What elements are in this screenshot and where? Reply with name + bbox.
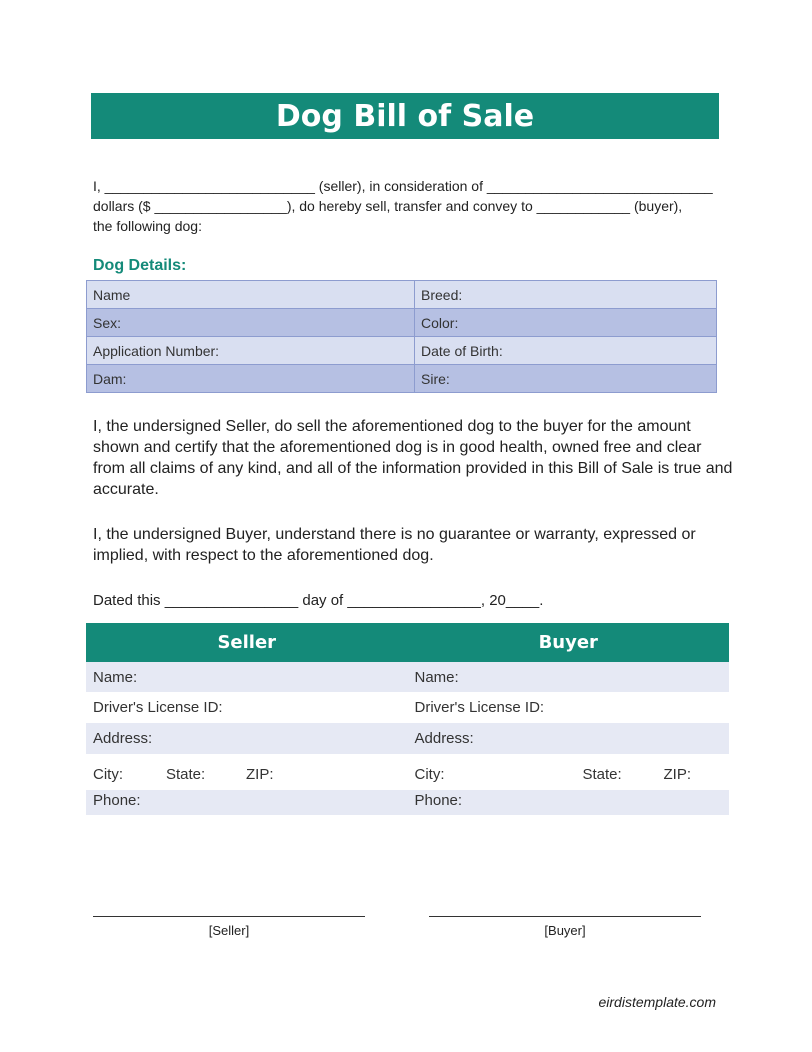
date-of-birth-cell[interactable]: Date of Birth: [415, 337, 717, 365]
dog-details-heading: Dog Details: [93, 257, 187, 274]
seller-zip-label: ZIP: [246, 766, 274, 783]
seller-signature-line[interactable]: [Seller] [93, 916, 365, 938]
parties-header [86, 623, 729, 662]
buyer-state-label: State: [582, 766, 622, 783]
seller-phone-field[interactable]: Phone: [93, 792, 141, 809]
license-row [86, 692, 729, 723]
buyer-phone-field[interactable]: Phone: [414, 792, 463, 809]
buyer-license-field[interactable]: Driver's License ID: [414, 699, 545, 716]
intro-line-3: the following dog: [93, 218, 202, 234]
color-cell[interactable]: Color: [415, 309, 717, 337]
sex-cell[interactable]: Sex: [87, 309, 415, 337]
buyer-city-state-zip[interactable] [408, 754, 730, 790]
buyer-city-label: City: [414, 766, 445, 783]
application-number-cell[interactable]: Application Number: [87, 337, 415, 365]
sire-cell[interactable]: Sire: [415, 365, 717, 393]
seller-header: Seller [217, 632, 277, 653]
intro-line-1: I, ___________________________ (seller), in consideration of _____________________________ [93, 178, 713, 194]
seller-address-field[interactable]: Address: [93, 730, 153, 747]
breed-cell[interactable]: Breed: [415, 281, 717, 309]
table-row [87, 309, 717, 337]
buyer-signature-line[interactable]: [Buyer] [429, 916, 701, 938]
seller-name-field[interactable]: Name: [93, 668, 138, 686]
website-footer: eirdistemplate.com [598, 994, 716, 1010]
address-row [86, 723, 729, 754]
seller-city-label: City: [93, 766, 123, 783]
city-row [86, 754, 729, 790]
seller-license-field[interactable]: Driver's License ID: [93, 699, 223, 716]
seller-statement: I, the undersigned Seller, do sell the aforementioned dog to the buyer for the amount shown and certify that the aforementioned dog is in good health, owned free and clear from all claims of any kind, and all of the information provided in this Bill of Sale is true and accurate. [93, 418, 733, 498]
name-cell[interactable]: Name [87, 281, 415, 309]
seller-state-label: State: [166, 766, 206, 783]
buyer-statement: I, the undersigned Buyer, understand there is no guarantee or warranty, expressed or implied, with respect to the aforementioned dog. [93, 526, 696, 564]
dam-cell[interactable]: Dam: [87, 365, 415, 393]
phone-row [86, 790, 729, 815]
intro-paragraph [93, 176, 723, 236]
name-row [86, 662, 729, 692]
dated-line[interactable]: Dated this ________________ day of ________________, 20____. [93, 592, 544, 609]
buyer-header: Buyer [538, 632, 598, 653]
buyer-zip-label: ZIP: [663, 766, 692, 783]
seller-city-state-zip[interactable] [86, 754, 408, 790]
document-title: Dog Bill of Sale [91, 93, 719, 139]
buyer-address-field[interactable]: Address: [414, 730, 474, 747]
buyer-name-field[interactable]: Name: [414, 668, 459, 686]
table-row [87, 365, 717, 393]
table-row [87, 281, 717, 309]
table-row [87, 337, 717, 365]
intro-line-2: dollars ($ _________________), do hereby sell, transfer and convey to ____________ (buyer), [93, 198, 683, 214]
dog-details-table [86, 280, 717, 393]
parties-table [86, 623, 729, 815]
